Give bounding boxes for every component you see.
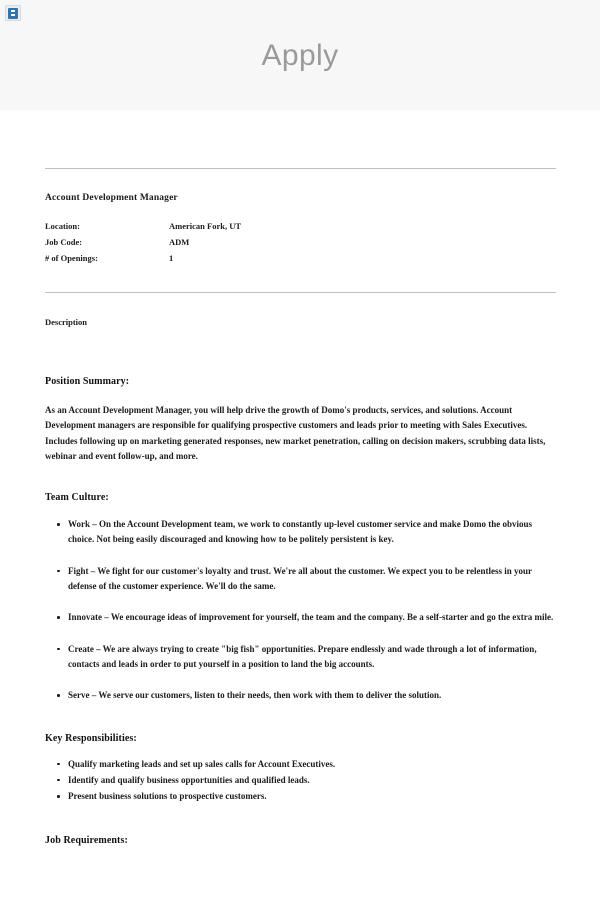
meta-label-openings: # of Openings: bbox=[45, 253, 98, 263]
job-meta-table bbox=[45, 220, 241, 268]
description-label: Description bbox=[45, 317, 88, 327]
list-item: Innovate – We encourage ideas of improvement for yourself, the team and the company. Be a self-starter and go the extra mile. bbox=[68, 610, 556, 625]
team-culture-list bbox=[45, 517, 556, 703]
list-item: Present business solutions to prospective customers. bbox=[68, 789, 556, 804]
page-title: Apply bbox=[261, 39, 339, 72]
list-item: Create – We are always trying to create "big fish" opportunities. Prepare endlessly and wade through a lot of information, contacts and leads in order to put yourself in a position to land the big accounts. bbox=[68, 642, 556, 673]
list-item: Qualify marketing leads and set up sales calls for Account Executives. bbox=[68, 757, 556, 772]
team-culture-heading: Team Culture: bbox=[45, 492, 109, 504]
table-row bbox=[45, 252, 241, 268]
table-row bbox=[45, 220, 241, 236]
position-summary-heading: Position Summary: bbox=[45, 376, 130, 387]
meta-value-openings: 1 bbox=[169, 253, 174, 263]
meta-label-job-code: Job Code: bbox=[45, 237, 83, 247]
document-favicon-icon bbox=[5, 5, 21, 21]
document-content bbox=[45, 168, 556, 848]
page-header-band bbox=[0, 0, 600, 110]
list-item: Identify and qualify business opportunities and qualified leads. bbox=[68, 773, 556, 788]
divider-mid bbox=[45, 292, 556, 293]
meta-value-job-code: ADM bbox=[169, 237, 190, 247]
key-responsibilities-list bbox=[45, 757, 556, 805]
list-item: Fight – We fight for our customer's loyalty and trust. We're all about the customer. We expect you to be relentless in your defense of the customer experience. We'll do the same. bbox=[68, 564, 556, 595]
job-posting-document bbox=[0, 168, 600, 848]
key-responsibilities-heading: Key Responsibilities: bbox=[45, 732, 137, 744]
favicon-glyph bbox=[8, 8, 18, 19]
divider-top bbox=[45, 168, 556, 169]
meta-label-location: Location: bbox=[45, 221, 80, 231]
list-item: Serve – We serve our customers, listen to their needs, then work with them to deliver the solution. bbox=[68, 688, 556, 703]
position-summary-paragraph: As an Account Development Manager, you will help drive the growth of Domo's products, services, and solutions. Account Development managers are responsible for qualifying prospective customers and leads prior to meeting with Sales Executives. Includes following up on marketing generated responses, new market penetration, calling on decision makers, scrubbing data lists, webinar and event follow-up, and more. bbox=[45, 405, 546, 461]
meta-value-location: American Fork, UT bbox=[169, 221, 242, 231]
list-item: Work – On the Account Development team, we work to constantly up-level customer service and make Domo the obvious choice. Not being easily discouraged and knowing how to be politely persistent is key. bbox=[68, 517, 556, 548]
job-title: Account Development Manager bbox=[45, 193, 178, 203]
table-row bbox=[45, 236, 241, 252]
job-requirements-heading: Job Requirements: bbox=[45, 835, 128, 847]
